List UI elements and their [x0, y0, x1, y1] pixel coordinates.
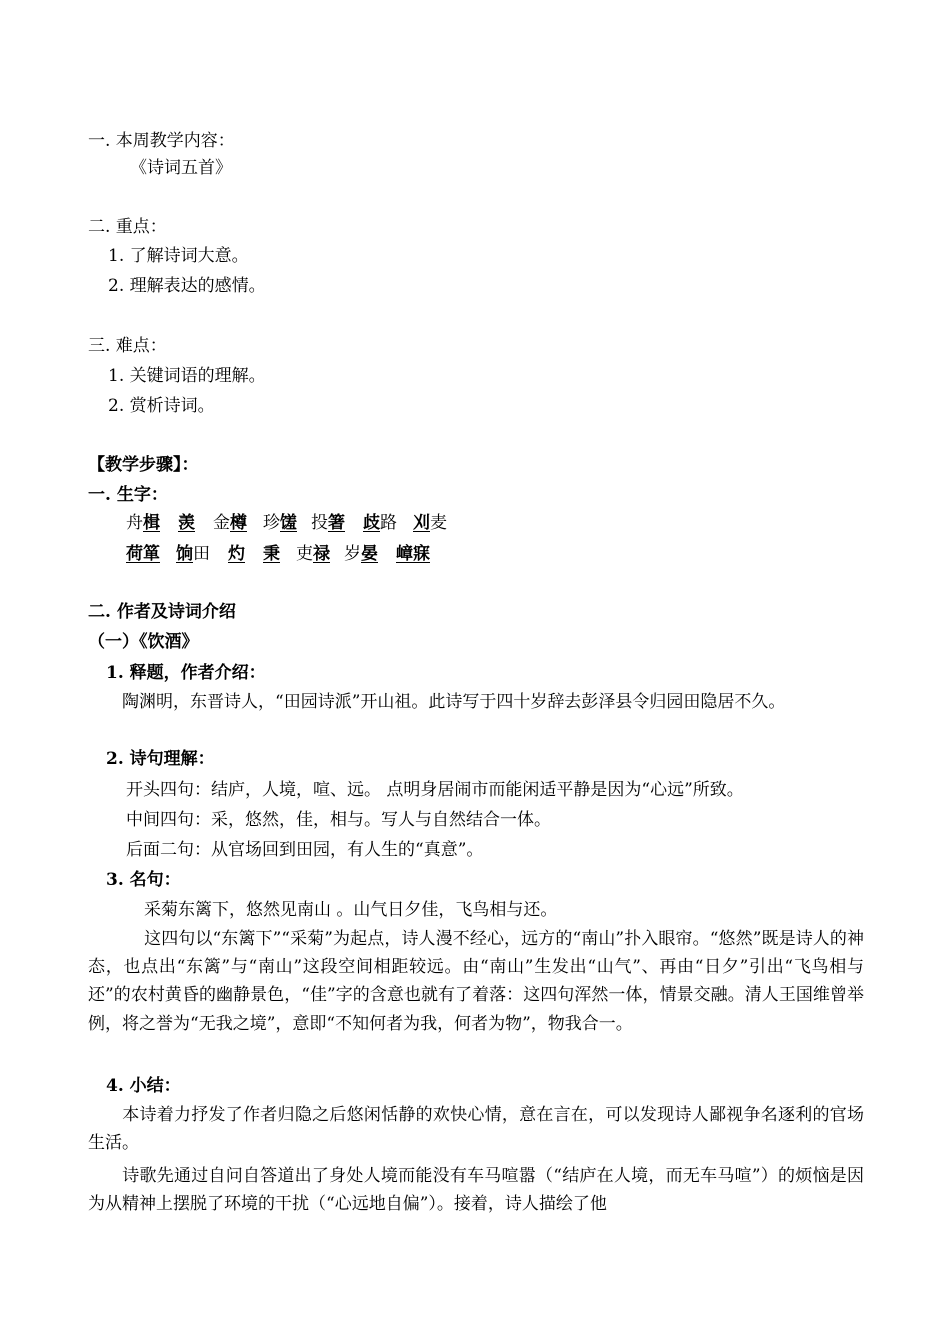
- new-characters-row: [126, 543, 430, 565]
- key-point-item: 2. 理解表达的感情。: [108, 276, 266, 296]
- character: 荷箪 饷: [126, 544, 193, 564]
- new-characters-heading: 一. 生字：: [88, 485, 168, 505]
- difficulty-item: 1. 关键词语的理解。: [108, 366, 266, 386]
- character: 金: [213, 513, 230, 533]
- character: 箸 歧: [328, 513, 380, 533]
- section-heading-content: 一. 本周教学内容：: [88, 131, 235, 151]
- character: 禄: [313, 544, 330, 564]
- interpretation-line: 开头四句：结庐，人境，喧、远。 点明身居闹市而能闲适平静是因为“心远”所致。: [126, 780, 744, 800]
- character: 麦: [430, 513, 447, 533]
- character: 馐: [280, 513, 297, 533]
- interpretation-line: 后面二句：从官场回到田园，有人生的“真意”。: [126, 840, 484, 860]
- key-point-item: 1. 了解诗词大意。: [108, 246, 249, 266]
- character: 田: [193, 544, 210, 564]
- author-intro-heading: 二. 作者及诗词介绍: [88, 602, 236, 622]
- interpretation-line: 中间四句：采，悠然，佳，相与。写人与自然结合一体。: [126, 810, 551, 830]
- section-content-title: 《诗词五首》: [130, 158, 232, 178]
- character: 楫 羡: [143, 513, 195, 533]
- character: 珍: [263, 513, 280, 533]
- famous-quote: 采菊东篱下，悠然见南山 。山气日夕佳，飞鸟相与还。: [144, 900, 558, 920]
- teaching-steps-heading: 【教学步骤】：: [88, 455, 199, 475]
- subsection-heading: 4. 小结：: [106, 1076, 181, 1096]
- subsection-heading: 2. 诗句理解：: [106, 749, 215, 769]
- character: 路: [380, 513, 397, 533]
- author-paragraph: 陶渊明，东晋诗人，“田园诗派”开山祖。此诗写于四十岁辞去彭泽县令归园田隐居不久。: [122, 692, 786, 712]
- character: 樽: [230, 513, 247, 533]
- character: 刈: [413, 513, 430, 533]
- character: 岁: [344, 544, 361, 564]
- character: 投: [311, 513, 328, 533]
- character: 晏 嶂寐: [361, 544, 430, 564]
- subsection-heading: 1. 释题，作者介绍：: [106, 663, 266, 683]
- character: 舟: [126, 513, 143, 533]
- character: 吏: [296, 544, 313, 564]
- section-heading-difficulties: 三. 难点：: [88, 336, 167, 356]
- summary-paragraph: 诗歌先通过自问自答道出了身处人境而能没有车马喧嚣（“结庐在人境，而无车马喧”）的烦恼是因为从精神上摆脱了环境的干扰（“心远地自偏”）。接着，诗人描绘了他: [88, 1166, 864, 1215]
- summary-paragraph: 本诗着力抒发了作者归隐之后悠闲恬静的欢快心情，意在言在，可以发现诗人鄙视争名逐利的官场生活。: [88, 1105, 864, 1154]
- quote-analysis-paragraph: 这四句以“东篱下”“采菊”为起点，诗人漫不经心，远方的“南山”扑入眼帘。“悠然”既是诗人的神态，也点出“东篱”与“南山”这段空间相距较远。由“南山”生发出“山气”、再由“日夕”引出“飞鸟相与还”的农村黄昏的幽静景色，“佳”字的含意也就有了着落：这四句浑然一体，情景交融。清人王国维曾举例，将之誉为“无我之境”，意即“不知何者为我，何者为物”，物我合一。: [88, 929, 864, 1034]
- poem-subheading: （一）《饮酒》: [88, 632, 199, 652]
- character: 灼 秉: [228, 544, 280, 564]
- subsection-heading: 3. 名句：: [106, 870, 181, 890]
- new-characters-row: [126, 512, 447, 534]
- section-heading-key-points: 二. 重点：: [88, 217, 167, 237]
- difficulty-item: 2. 赏析诗词。: [108, 396, 215, 416]
